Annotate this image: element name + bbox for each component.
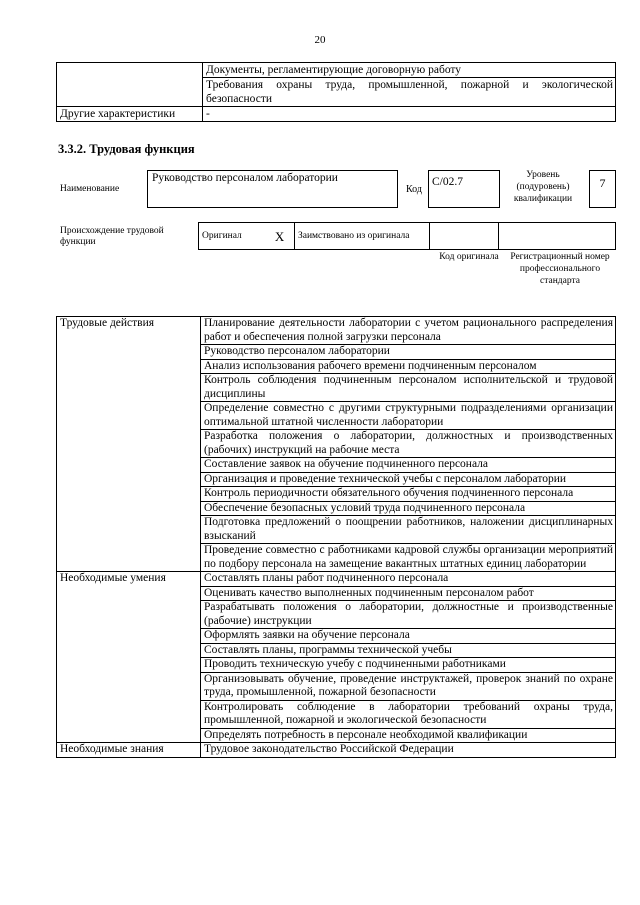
- item-cell: Разрабатывать положения о лаборатории, должностные и производственные (рабочие) инструкции: [201, 601, 616, 629]
- reg-number-cell: [499, 223, 616, 250]
- item-cell: Разработка положения о лаборатории, должностных и производственных (рабочих) инструкций на рабочие места: [201, 430, 616, 458]
- item-cell: Составление заявок на обучение подчиненного персонала: [201, 458, 616, 473]
- item-cell: Подготовка предложений о поощрении работников, наложении дисциплинарных взысканий: [201, 516, 616, 544]
- category-cell: [57, 63, 203, 107]
- category-cell: Необходимые знания: [57, 743, 201, 758]
- table-row: [57, 572, 616, 587]
- item-cell: Требования охраны труда, промышленной, пожарной и экологической безопасности: [203, 78, 616, 107]
- page-number: 20: [314, 34, 326, 46]
- section-title: 3.3.2. Трудовая функция: [58, 142, 195, 156]
- original-code-cell: [430, 223, 499, 250]
- item-cell: Оценивать качество выполненных подчиненным персоналом работ: [201, 586, 616, 601]
- requirements-table-fragment: [56, 62, 616, 122]
- table-row: [57, 63, 616, 78]
- item-cell: Контроль соблюдения подчиненным персоналом исполнительской и трудовой дисциплины: [201, 374, 616, 402]
- labor-function-table-body: [57, 317, 616, 758]
- item-cell: Организовывать обучение, проведение инструктажей, проверок знаний по охране труда, промышленной, пожарной безопасности: [201, 672, 616, 700]
- item-cell: Документы, регламентирующие договорную работу: [203, 63, 616, 78]
- item-cell: Проводить техническую учебу с подчиненными работниками: [201, 658, 616, 673]
- function-code-field: C/02.7: [428, 170, 500, 208]
- function-name-field: Руководство персоналом лаборатории: [147, 170, 398, 208]
- labor-function-table: [56, 316, 616, 758]
- name-label: Наименование: [60, 184, 120, 194]
- category-cell: Другие характеристики: [57, 107, 203, 122]
- reg-number-caption: Регистрационный номер профессионального стандарта: [510, 252, 610, 286]
- item-cell: Контролировать соблюдение в лаборатории требований охраны труда, промышленной, пожарной и экологической безопасности: [201, 700, 616, 728]
- qualification-level-field: 7: [589, 170, 616, 208]
- table-row: [57, 317, 616, 345]
- origin-table: [198, 222, 616, 250]
- category-cell: Трудовые действия: [57, 317, 201, 572]
- original-mark: X: [265, 223, 294, 250]
- code-original-caption: Код оригинала: [439, 252, 499, 262]
- category-cell: Необходимые умения: [57, 572, 201, 743]
- item-cell: Определять потребность в персонале необходимой квалификации: [201, 728, 616, 743]
- item-cell: Составлять планы работ подчиненного персонала: [201, 572, 616, 587]
- table-row: [57, 743, 616, 758]
- item-cell: Контроль периодичности обязательного обучения подчиненного персонала: [201, 487, 616, 502]
- code-label: Код: [406, 184, 422, 195]
- item-cell: Оформлять заявки на обучение персонала: [201, 629, 616, 644]
- item-cell: Организация и проведение технической учебы с персоналом лаборатории: [201, 472, 616, 487]
- table-row: [57, 107, 616, 122]
- item-cell: Трудовое законодательство Российской Федерации: [201, 743, 616, 758]
- item-cell: -: [203, 107, 616, 122]
- original-label: Оригинал: [199, 223, 266, 250]
- item-cell: Определение совместно с другими структурными подразделениями организации оптимальной штатной численности лаборатории: [201, 402, 616, 430]
- table-row: [199, 223, 616, 250]
- origin-label: Происхождение трудовой функции: [60, 226, 164, 247]
- item-cell: Руководство персоналом лаборатории: [201, 345, 616, 360]
- item-cell: Проведение совместно с работниками кадровой службы организации мероприятий по подбору персонала на замещение вакантных штатных единиц лаборатории: [201, 544, 616, 572]
- qualification-level-label: Уровень (подуровень) квалификации: [513, 170, 573, 204]
- item-cell: Составлять планы, программы технической учебы: [201, 643, 616, 658]
- borrowed-label: Заимствовано из оригинала: [294, 223, 429, 250]
- item-cell: Анализ использования рабочего времени подчиненным персоналом: [201, 359, 616, 374]
- item-cell: Обеспечение безопасных условий труда подчиненного персонала: [201, 501, 616, 516]
- item-cell: Планирование деятельности лаборатории с учетом рационального распределения работ и обеспечения полной загрузки персонала: [201, 317, 616, 345]
